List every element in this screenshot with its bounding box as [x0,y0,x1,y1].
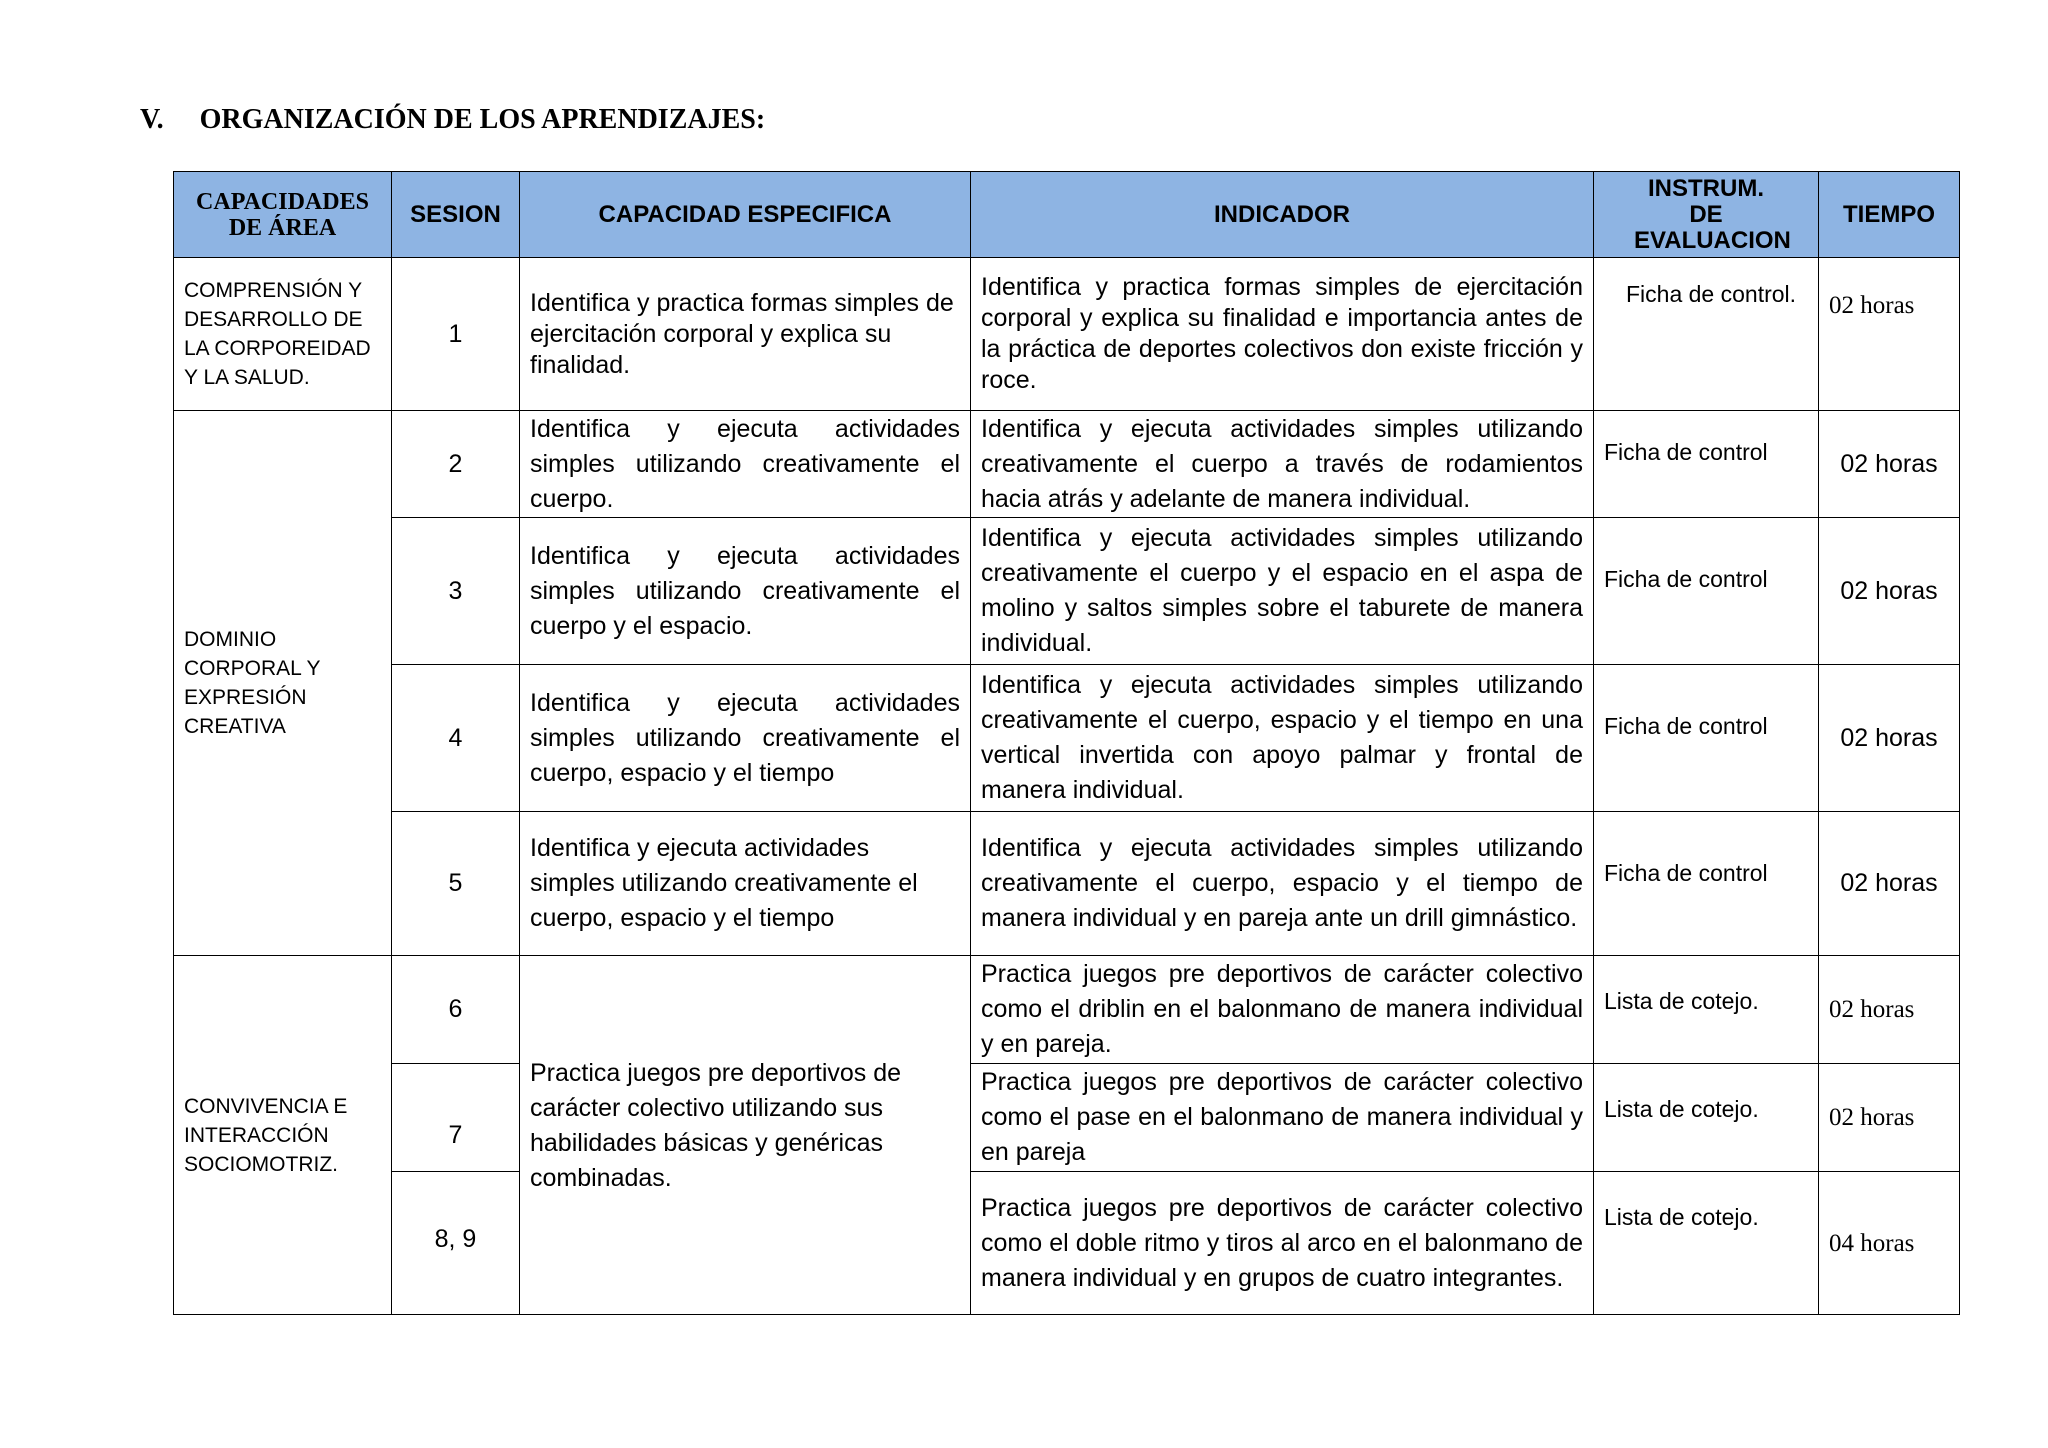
learning-organization-table [173,171,1960,1315]
instrumento-cell: Lista de cotejo. [1594,1172,1819,1315]
table-row [174,956,1960,1064]
header-indicador: INDICADOR [971,172,1594,258]
table-row [174,411,1960,518]
sesion-cell: 6 [392,956,520,1064]
sesion-cell: 1 [392,258,520,411]
capacidad-especifica-cell: Identifica y ejecuta actividades simples utilizando creativamente el cuerpo, espacio y el tiempo [520,812,971,956]
section-heading [140,104,765,136]
capacidad-area-cell: CONVIVENCIA E INTERACCIÓN SOCIOMOTRIZ. [174,956,392,1315]
instrumento-cell: Ficha de control [1594,518,1819,665]
header-instrumento: INSTRUM. DE EVALUACION [1594,172,1819,258]
tiempo-cell: 02 horas [1819,665,1960,812]
sesion-cell: 5 [392,812,520,956]
table-row [174,665,1960,812]
instrumento-cell: Lista de cotejo. [1594,956,1819,1064]
indicador-cell: Identifica y practica formas simples de ejercitación corporal y explica su finalidad e importancia antes de la práctica de deportes colectivos don existe fricción y roce. [971,258,1594,411]
header-sesion: SESION [392,172,520,258]
indicador-cell: Practica juegos pre deportivos de carácter colectivo como el pase en el balonmano de manera individual y en pareja [971,1064,1594,1172]
indicador-cell: Practica juegos pre deportivos de carácter colectivo como el doble ritmo y tiros al arco en el balonmano de manera individual y en grupos de cuatro integrantes. [971,1172,1594,1315]
section-number: V. [140,104,164,135]
tiempo-cell: 02 horas [1819,812,1960,956]
capacidad-especifica-cell: Practica juegos pre deportivos de carácter colectivo utilizando sus habilidades básicas y genéricas combinadas. [520,956,971,1315]
indicador-cell: Identifica y ejecuta actividades simples utilizando creativamente el cuerpo, espacio y el tiempo de manera individual y en pareja ante un drill gimnástico. [971,812,1594,956]
sesion-cell: 4 [392,665,520,812]
capacidad-especifica-cell: Identifica y ejecuta actividades simples utilizando creativamente el cuerpo. [520,411,971,518]
capacidad-area-cell: DOMINIO CORPORAL Y EXPRESIÓN CREATIVA [174,411,392,956]
tiempo-cell: 02 horas [1819,518,1960,665]
table-row [174,258,1960,411]
table-row [174,1064,1960,1172]
tiempo-cell: 02 horas [1819,411,1960,518]
header-capacidad-especifica: CAPACIDAD ESPECIFICA [520,172,971,258]
sesion-cell: 7 [392,1064,520,1172]
indicador-cell: Identifica y ejecuta actividades simples utilizando creativamente el cuerpo y el espacio en el aspa de molino y saltos simples sobre el taburete de manera individual. [971,518,1594,665]
instrumento-cell: Ficha de control [1594,411,1819,518]
instrumento-cell: Ficha de control. [1594,258,1819,411]
section-title: ORGANIZACIÓN DE LOS APRENDIZAJES: [199,104,766,135]
indicador-cell: Identifica y ejecuta actividades simples utilizando creativamente el cuerpo a través de rodamientos hacia atrás y adelante de manera individual. [971,411,1594,518]
capacidad-especifica-cell: Identifica y practica formas simples de ejercitación corporal y explica su finalidad. [520,258,971,411]
sesion-cell: 8, 9 [392,1172,520,1315]
instrumento-cell: Ficha de control [1594,812,1819,956]
capacidad-especifica-cell: Identifica y ejecuta actividades simples utilizando creativamente el cuerpo, espacio y el tiempo [520,665,971,812]
sesion-cell: 2 [392,411,520,518]
table-row [174,812,1960,956]
instrumento-cell: Lista de cotejo. [1594,1064,1819,1172]
tiempo-cell: 02 horas [1819,1064,1960,1172]
tiempo-cell: 02 horas [1819,258,1960,411]
tiempo-cell: 04 horas [1819,1172,1960,1315]
sesion-cell: 3 [392,518,520,665]
capacidad-especifica-cell: Identifica y ejecuta actividades simples utilizando creativamente el cuerpo y el espacio. [520,518,971,665]
capacidad-area-cell: COMPRENSIÓN Y DESARROLLO DE LA CORPOREIDAD Y LA SALUD. [174,258,392,411]
tiempo-cell: 02 horas [1819,956,1960,1064]
table-row [174,1172,1960,1315]
indicador-cell: Identifica y ejecuta actividades simples utilizando creativamente el cuerpo, espacio y el tiempo en una vertical invertida con apoyo palmar y frontal de manera individual. [971,665,1594,812]
table-header-row [174,172,1960,258]
header-tiempo: TIEMPO [1819,172,1960,258]
header-capacidades: CAPACIDADES DE ÁREA [174,172,392,258]
instrumento-cell: Ficha de control [1594,665,1819,812]
indicador-cell: Practica juegos pre deportivos de carácter colectivo como el driblin en el balonmano de manera individual y en pareja. [971,956,1594,1064]
table-row [174,518,1960,665]
